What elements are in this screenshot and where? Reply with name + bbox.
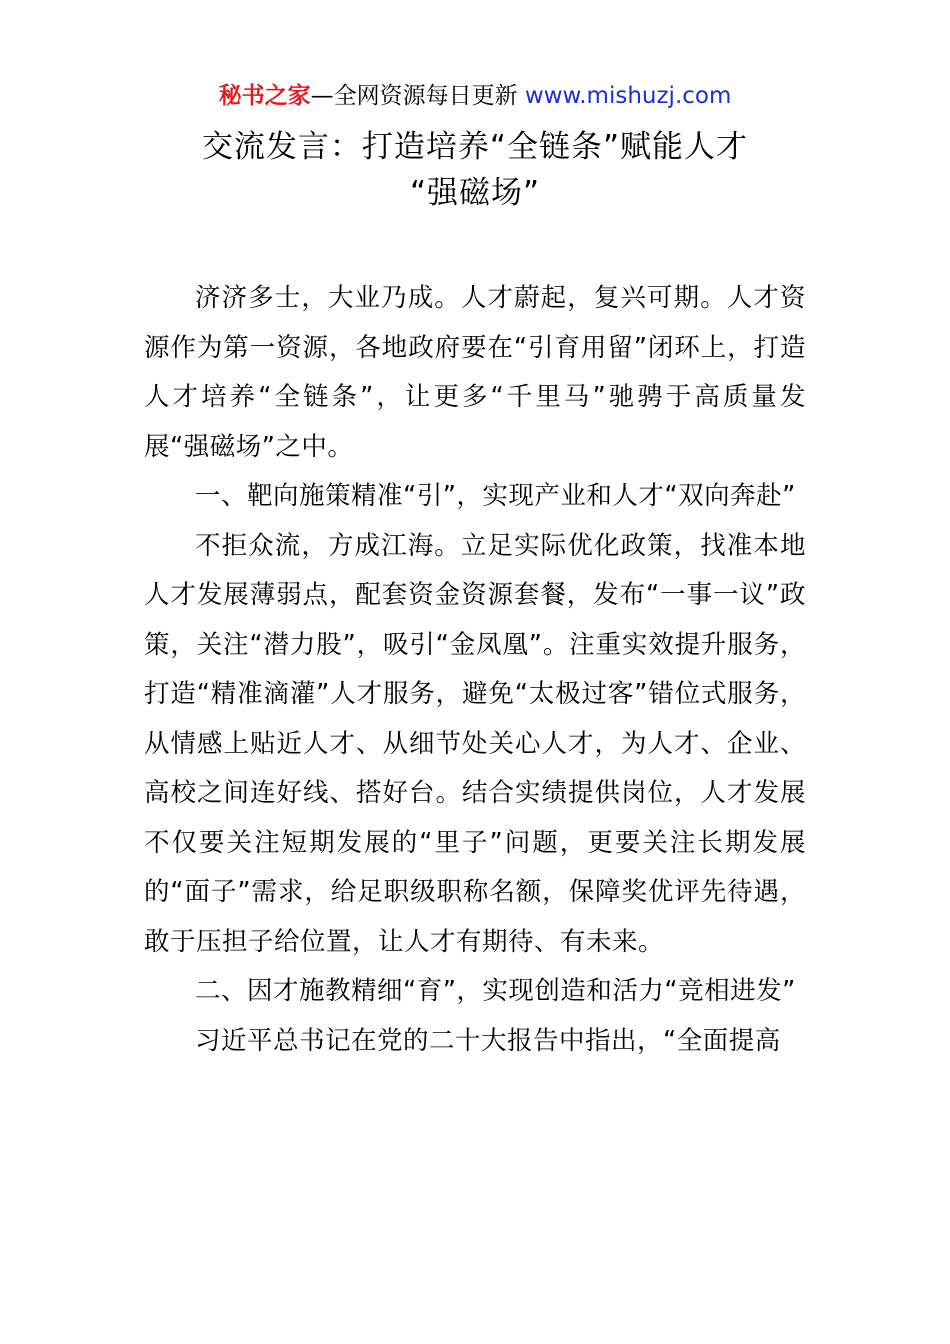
site-tagline: —全网资源每日更新 (310, 83, 525, 109)
section-2-paragraph: 习近平总书记在党的二十大报告中指出，“全面提高 (195, 1025, 781, 1056)
intro-paragraph: 济济多士，大业乃成。人才蔚起，复兴可期。人才资源作为第一资源，各地政府要在“引育用留”闭环上，打造人才培养“全链条”，让更多“千里马”驰骋于高质量发展“强磁场”之中。 (144, 283, 806, 462)
document-body (144, 274, 806, 1066)
document-title (60, 124, 890, 216)
site-brand: 秘书之家 (218, 83, 311, 109)
section-heading-2: 二、因才施教精细“育”，实现创造和活力“竞相进发” (195, 976, 796, 1006)
site-url-link[interactable]: www.mishuzj.com (524, 83, 732, 109)
document-title-line-2: “强磁场” (409, 175, 541, 211)
site-header (0, 80, 950, 112)
section-heading-1: 一、靶向施策精准“引”，实现产业和人才“双向奔赴” (195, 481, 796, 511)
document-title-line-1: 交流发言：打造培养“全链条”赋能人才 (201, 129, 749, 165)
section-1-paragraph: 不拒众流，方成江海。立足实际优化政策，找准本地人才发展薄弱点，配套资金资源套餐，发布“一事一议”政策，关注“潜力股”，吸引“金凤凰”。注重实效提升服务，打造“精准滴灌”人才服务，避免“太极过客”错位式服务，从情感上贴近人才、从细节处关心人才，为人才、企业、高校之间连好线、搭好台。结合实绩提供岗位，人才发展不仅要关注短期发展的“里子”问题，更要关注长期发展的“面子”需求，给足职级职称名额，保障奖优评先待遇，敢于压担子给位置，让人才有期待、有未来。 (144, 530, 806, 957)
